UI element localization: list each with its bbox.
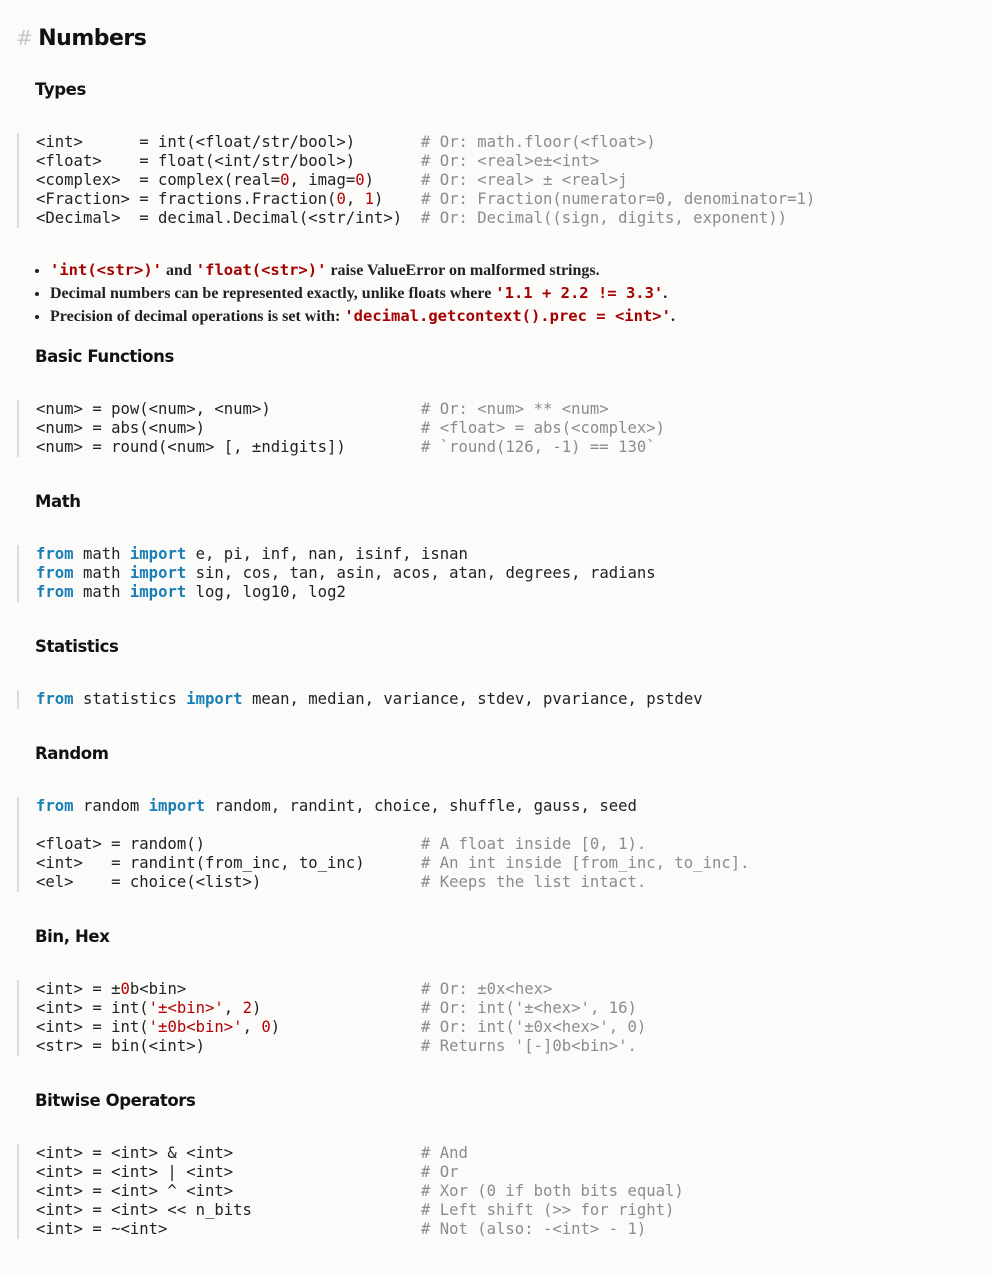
section-title-text: Numbers xyxy=(38,26,147,51)
note-text: . xyxy=(670,308,675,325)
heading-math: Math xyxy=(35,492,81,511)
inline-code: '1.1 + 2.2 != 3.3' xyxy=(495,284,664,302)
code-block-math: from math import e, pi, inf, nan, isinf, isnan from math import sin, cos, tan, asin, acos, atan, degrees, radians from math import log, log10, log2 xyxy=(17,545,656,602)
heading-bitwise-operators: Bitwise Operators xyxy=(35,1091,196,1110)
note-text: . xyxy=(663,285,668,302)
code-block-random: from random import random, randint, choice, shuffle, gauss, seed <float> = random() # A float inside [0, 1). <int> = randint(from_inc, to_inc) # An int inside [from_inc, to_inc]. <el> = choice(<list>) # Keeps the list intact. xyxy=(17,797,750,892)
notes-list xyxy=(28,259,675,328)
anchor-hash-link[interactable]: # xyxy=(16,26,33,50)
heading-statistics: Statistics xyxy=(35,637,119,656)
note-text: raise ValueError on malformed strings. xyxy=(326,262,600,279)
code-block-bin-hex: <int> = ±0b<bin> # Or: ±0x<hex> <int> = int('±<bin>', 2) # Or: int('±<hex>', 16) <int> = int('±0b<bin>', 0) # Or: int('±0x<hex>', 0) <str> = bin(<int>) # Returns '[-]0b<bin>'. xyxy=(17,980,646,1056)
inline-code: 'float(<str>)' xyxy=(195,261,327,279)
note-item xyxy=(50,259,675,282)
heading-random: Random xyxy=(35,744,109,763)
note-item xyxy=(50,305,675,328)
note-text: and xyxy=(161,262,196,279)
note-text: Decimal numbers can be represented exactly, unlike floats where xyxy=(50,285,496,302)
code-block-bitwise: <int> = <int> & <int> # And <int> = <int> | <int> # Or <int> = <int> ^ <int> # Xor (0 if both bits equal) <int> = <int> << n_bits # Left shift (>> for right) <int> = ~<int> # Not (also: -<int> - 1) xyxy=(17,1144,684,1239)
section-title xyxy=(16,26,146,51)
code-block-statistics: from statistics import mean, median, variance, stdev, pvariance, pstdev xyxy=(17,690,703,709)
inline-code: 'decimal.getcontext().prec = <int>' xyxy=(344,307,671,325)
heading-bin-hex: Bin, Hex xyxy=(35,927,110,946)
code-block-types: <int> = int(<float/str/bool>) # Or: math.floor(<float>) <float> = float(<int/str/bool>) # Or: <real>e±<int> <complex> = complex(real=0, imag=0) # Or: <real> ± <real>j <Fraction> = fractions.Fraction(0, 1) # Or: Fraction(numerator=0, denominator=1) <Decimal> = decimal.Decimal(<str/int>) # Or: Decimal((sign, digits, exponent)) xyxy=(17,133,815,228)
note-text: Precision of decimal operations is set with: xyxy=(50,308,345,325)
code-block-basic-functions: <num> = pow(<num>, <num>) # Or: <num> ** <num> <num> = abs(<num>) # <float> = abs(<complex>) <num> = round(<num> [, ±ndigits]) # `round(126, -1) == 130` xyxy=(17,400,665,457)
note-item xyxy=(50,282,675,305)
inline-code: 'int(<str>)' xyxy=(50,261,162,279)
heading-basic-functions: Basic Functions xyxy=(35,347,174,366)
heading-types: Types xyxy=(35,80,86,99)
